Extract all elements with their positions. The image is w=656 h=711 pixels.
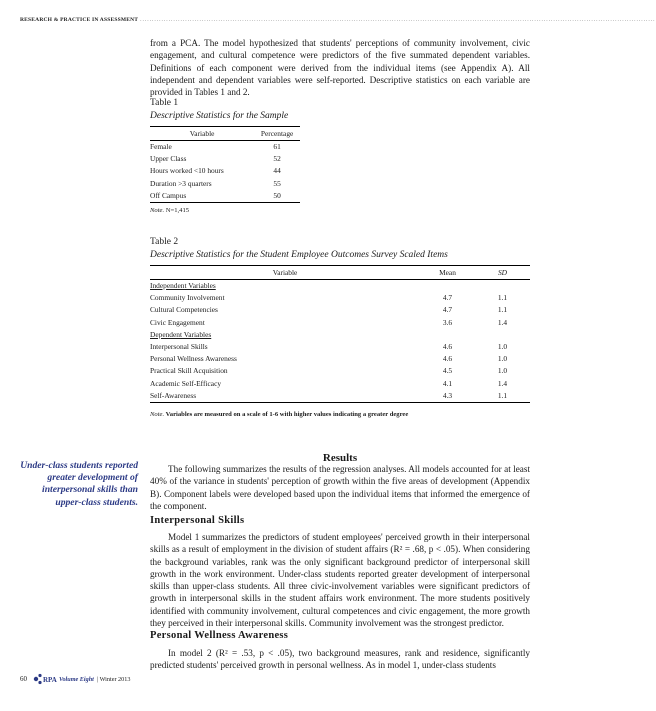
table1-label: Table 1 (150, 98, 179, 108)
row-variable: Off Campus (150, 190, 254, 203)
row-variable: Community Involvement (150, 293, 225, 303)
row-sd: 1.0 (497, 354, 508, 364)
table-row (150, 341, 530, 353)
row-variable: Practical Skill Acquisition (150, 366, 228, 376)
table1-note (150, 207, 189, 214)
note-text: N=1,415 (164, 207, 190, 214)
table1-header-percentage: Percentage (254, 127, 300, 141)
table-row (150, 141, 300, 154)
table-row (150, 378, 530, 390)
row-percentage: 44 (273, 166, 281, 176)
section-dependent: Dependent Variables (150, 329, 212, 339)
table-row (150, 153, 300, 165)
table1-header-row (150, 127, 300, 141)
table2-header-sd: SD (475, 266, 530, 280)
row-sd: 1.4 (497, 378, 508, 388)
wellness-heading: Personal Wellness Awareness (150, 630, 289, 641)
svg-text:PA: PA (48, 676, 57, 684)
note-label: Note. (150, 207, 165, 214)
table1-header-variable: Variable (150, 127, 254, 141)
table1 (150, 126, 300, 203)
table2-header-mean: Mean (420, 266, 475, 280)
row-mean: 4.7 (442, 305, 453, 315)
row-sd: 1.0 (497, 342, 508, 352)
page-number: 60 (20, 675, 27, 683)
results-heading: Results (322, 452, 358, 464)
row-variable: Duration >3 quarters (150, 178, 212, 188)
section-independent: Independent Variables (150, 281, 216, 290)
header-dot-leader: ......................................................................................................................................................................................................................... (140, 17, 656, 23)
table-row (150, 353, 530, 365)
footer-volume: Volume Eight (59, 675, 94, 683)
journal-title: RESEARCH & PRACTICE IN ASSESSMENT (20, 17, 139, 23)
row-sd: 1.4 (497, 317, 508, 327)
table-row (150, 190, 300, 203)
table2-title: Descriptive Statistics for the Student Employee Outcomes Survey Scaled Items (150, 250, 448, 260)
row-mean: 4.5 (442, 366, 453, 376)
row-variable: Personal Wellness Awareness (150, 354, 237, 364)
row-mean: 4.6 (442, 342, 453, 352)
row-variable: Civic Engagement (150, 317, 205, 327)
table-row (150, 178, 300, 190)
row-mean: 4.6 (442, 354, 453, 364)
table2-note (150, 411, 530, 418)
note-label: Note. (150, 411, 165, 418)
svg-text:R: R (43, 676, 49, 684)
row-percentage: 55 (273, 178, 281, 188)
row-percentage: 61 (273, 142, 281, 151)
wellness-paragraph: In model 2 (R² = .53, p < .05), two background measures, rank and residence, significantly predicted students' perceived growth in personal wellness. As in model 1, under-class students (150, 648, 530, 671)
row-mean: 4.7 (442, 293, 453, 303)
footer-issue: | Winter 2013 (96, 675, 131, 683)
table-row (150, 165, 300, 177)
row-variable: Hours worked <10 hours (150, 166, 224, 176)
row-mean: 3.6 (442, 317, 453, 327)
table-row (150, 304, 530, 316)
table2-header-variable: Variable (150, 266, 420, 280)
table-row (150, 390, 530, 403)
row-percentage: 50 (254, 190, 300, 203)
row-variable: Interpersonal Skills (150, 342, 208, 352)
table-row (150, 292, 530, 304)
row-mean: 4.1 (442, 378, 453, 388)
row-variable: Self-Awareness (150, 390, 420, 403)
interpersonal-paragraph: Model 1 summarizes the predictors of student employees' perceived growth in their interpersonal skills as a result of employment in the division of student affairs (R² = .68, p < .05). When considering the background variables, rank was the only significant background predictor of interpersonal skill growth in the work environment. Under-class students reported greater development of interpersonal skills than upper-class students. All three civic-involvement variables were significant predictors of growth in interpersonal skills in the student affairs work environment. The more students positively identified with community involvement, cultural competences and civic engagement, the more growth they perceived in their interpersonal skills. Community involvement was the strongest predictor. (150, 532, 530, 629)
row-variable: Female (150, 142, 172, 151)
row-variable: Academic Self-Efficacy (150, 378, 222, 388)
page-footer (20, 672, 130, 686)
row-sd: 1.1 (475, 390, 530, 403)
running-header (20, 17, 656, 23)
table2-header-row (150, 266, 530, 280)
table1-title: Descriptive Statistics for the Sample (150, 111, 289, 121)
journal-logo-icon (33, 672, 55, 686)
table2 (150, 265, 530, 403)
row-variable: Upper Class (150, 154, 187, 164)
table2-label: Table 2 (150, 237, 179, 247)
note-text: Variables are measured on a scale of 1-6 with higher values indicating a greater degree (164, 411, 409, 418)
row-percentage: 52 (273, 154, 281, 164)
intro-paragraph: from a PCA. The model hypothesized that students' perceptions of community involvement, civic engagement, and cultural competence were predictors of the five summated dependent variables. Definitions of each component were derived from the individual items (see Appendix A). All independent and dependent variables were self-reported. Descriptive statistics on each variable are provided in Tables 1 and 2. (150, 38, 530, 98)
row-sd: 1.1 (497, 293, 508, 303)
interpersonal-heading: Interpersonal Skills (150, 515, 245, 526)
results-paragraph: The following summarizes the results of the regression analyses. All models accounted for at least 40% of the variance in students' perception of growth within the five areas of development (Appendix B). Component labels were developed based upon the individual items that informed the emergence of the component. (150, 464, 530, 511)
row-sd: 1.1 (497, 305, 508, 315)
section-row (150, 329, 530, 341)
table-row (150, 317, 530, 329)
row-variable: Cultural Competencies (150, 305, 218, 315)
pull-quote: Under-class students reported greater development of interpersonal skills than upper-class students. (20, 460, 138, 508)
section-row (150, 280, 530, 293)
table-row (150, 365, 530, 377)
row-mean: 4.3 (420, 390, 475, 403)
row-sd: 1.0 (497, 366, 508, 376)
